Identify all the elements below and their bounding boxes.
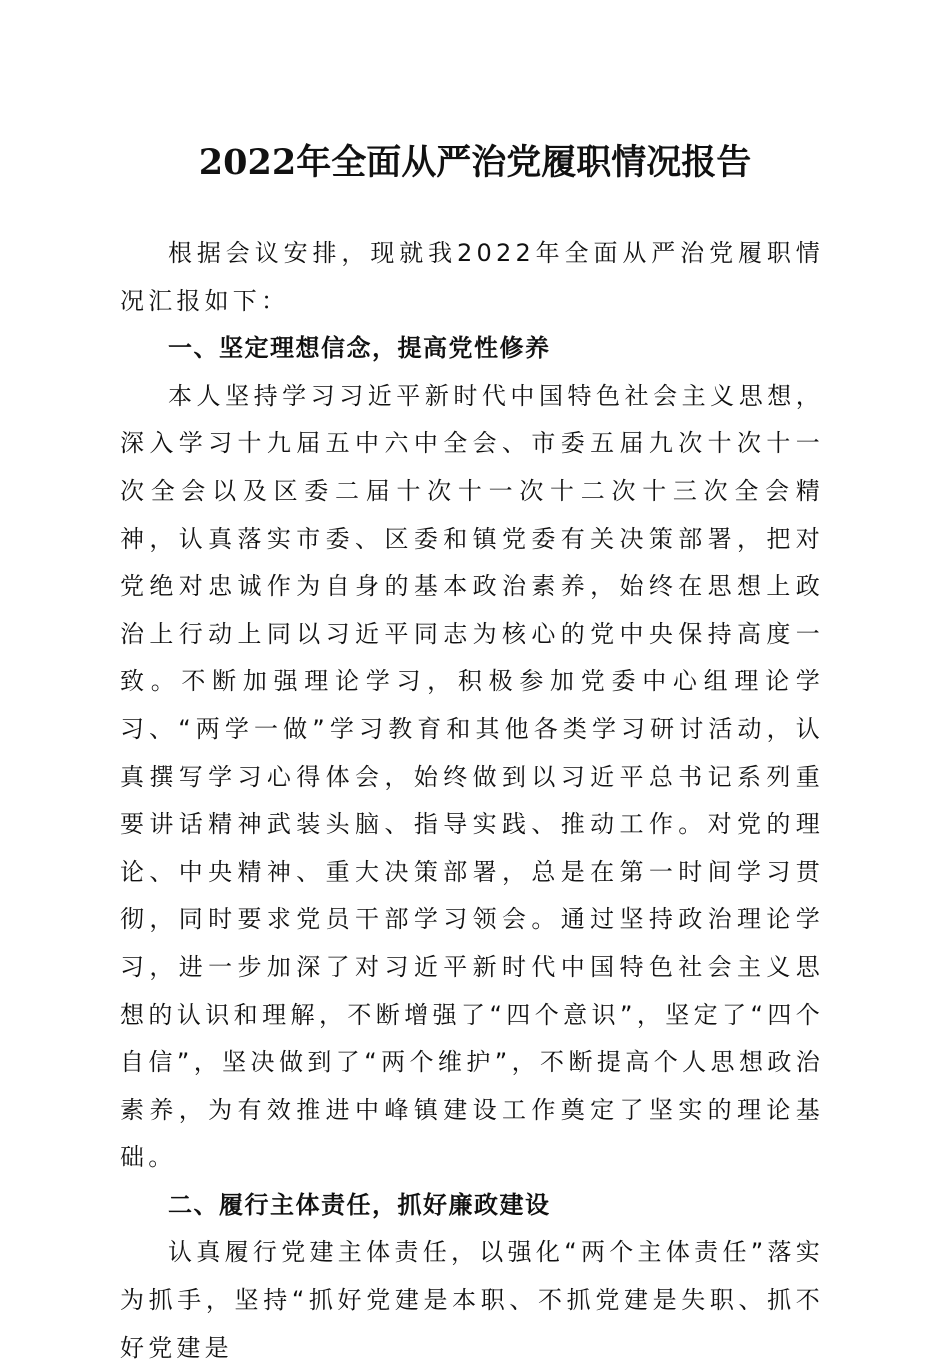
document-body	[120, 230, 824, 1372]
section-heading-1: 一、坚定理想信念，提高党性修养	[168, 334, 551, 363]
section-body-2: 认真履行党建主体责任，以强化“两个主体责任”落实为抓手，坚持“抓好党建是本职、不抓党建是失职、抓不好党建是	[120, 1238, 824, 1362]
intro-paragraph: 根据会议安排，现就我2022年全面从严治党履职情况汇报如下：	[120, 239, 824, 315]
section-body-1: 本人坚持学习习近平新时代中国特色社会主义思想，深入学习十九届五中六中全会、市委五届九次十次十一次全会以及区委二届十次十一次十二次十三次全会精神，认真落实市委、区委和镇党委有关决策部署，把对党绝对忠诚作为自身的基本政治素养，始终在思想上政治上行动上同以习近平同志为核心的党中央保持高度一致。不断加强理论学习，积极参加党委中心组理论学习、“两学一做”学习教育和其他各类学习研讨活动，认真撰写学习心得体会，始终做到以习近平总书记系列重要讲话精神武装头脑、指导实践、推动工作。对党的理论、中央精神、重大决策部署，总是在第一时间学习贯彻，同时要求党员干部学习领会。通过坚持政治理论学习，进一步加深了对习近平新时代中国特色社会主义思想的认识和理解，不断增强了“四个意识”，坚定了“四个自信”，坚决做到了“两个维护”，不断提高个人思想政治素养，为有效推进中峰镇建设工作奠定了坚实的理论基础。	[120, 381, 824, 1172]
document-title: 2022年全面从严治党履职情况报告	[198, 142, 752, 183]
section-heading-2: 二、履行主体责任，抓好廉政建设	[168, 1190, 551, 1219]
